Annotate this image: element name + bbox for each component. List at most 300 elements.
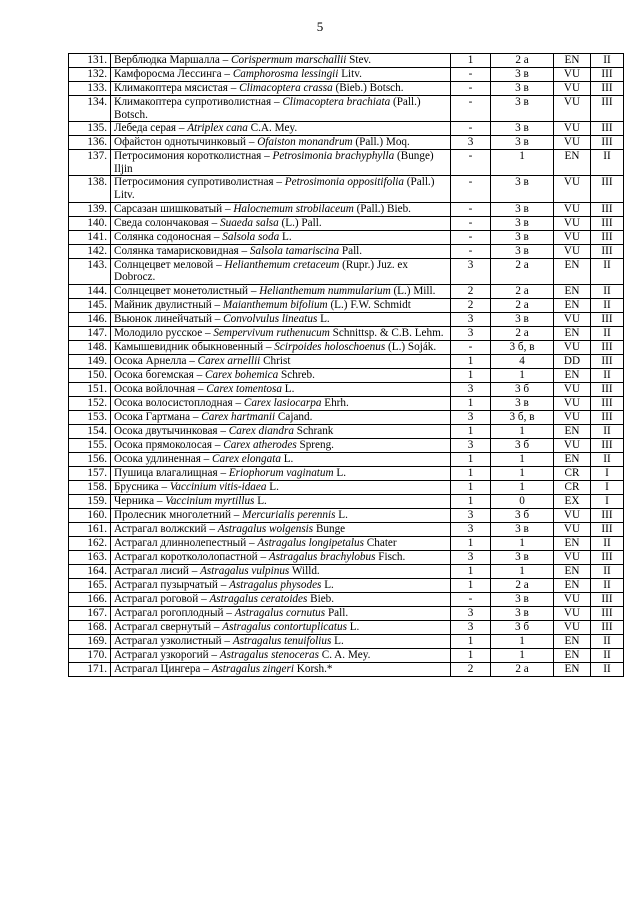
author: Spreng. xyxy=(299,438,334,451)
russian-name: Вьюнок линейчатый xyxy=(114,312,212,325)
row-number: 135. xyxy=(69,122,111,136)
column-1-value: 3 xyxy=(451,136,491,150)
table-row xyxy=(69,176,624,202)
column-3-value: EN xyxy=(554,564,591,578)
column-1-value: 1 xyxy=(451,634,491,648)
column-3-value: VU xyxy=(554,136,591,150)
author: L. xyxy=(324,578,334,591)
table-row xyxy=(69,634,624,648)
species-name: Петросимония коротколистная – Petrosimonia brachyphylla (Bunge) Iljin xyxy=(111,150,451,176)
species-name: Солянка тамарисковидная – Salsola tamariscina Pall. xyxy=(111,244,451,258)
russian-name: Осока войлочная xyxy=(114,382,196,395)
row-number: 145. xyxy=(69,298,111,312)
species-name: Астрагал пузырчатый – Astragalus physodes L. xyxy=(111,578,451,592)
table-row xyxy=(69,136,624,150)
column-1-value: - xyxy=(451,82,491,96)
row-number: 134. xyxy=(69,96,111,122)
latin-name: Camphorosma lessingii xyxy=(232,68,339,80)
table-row xyxy=(69,578,624,592)
column-2-value: 3 в xyxy=(491,82,554,96)
table-row xyxy=(69,452,624,466)
column-3-value: VU xyxy=(554,382,591,396)
column-3-value: VU xyxy=(554,176,591,202)
latin-name: Carex bohemica xyxy=(204,368,279,381)
latin-name: Vaccinium myrtillus xyxy=(165,494,255,507)
row-number: 160. xyxy=(69,508,111,522)
latin-name: Petrosimonia brachyphylla xyxy=(272,150,395,163)
column-3-value: EN xyxy=(554,298,591,312)
author: L. xyxy=(320,312,330,325)
column-3-value: VU xyxy=(554,550,591,564)
latin-name: Ofaiston monandrum xyxy=(257,136,353,149)
species-name: Солянка содоносная – Salsola soda L. xyxy=(111,230,451,244)
column-3-value: VU xyxy=(554,216,591,230)
column-1-value: - xyxy=(451,216,491,230)
latin-name: Astragalus zingeri xyxy=(211,662,294,675)
column-1-value: - xyxy=(451,68,491,82)
russian-name: Черника xyxy=(114,494,155,507)
russian-name: Петросимония коротколистная xyxy=(114,150,262,163)
column-2-value: 3 в xyxy=(491,244,554,258)
latin-name: Astragalus stenoceras xyxy=(219,648,319,661)
column-4-value: III xyxy=(591,96,624,122)
column-3-value: EN xyxy=(554,258,591,284)
author: Pall. xyxy=(327,606,349,619)
column-2-value: 1 xyxy=(491,480,554,494)
column-2-value: 2 а xyxy=(491,662,554,676)
column-2-value: 3 в xyxy=(491,396,554,410)
russian-name: Осока прямоколосая xyxy=(114,438,213,451)
species-name: Астрагал узкорогий – Astragalus stenoceras C. A. Mey. xyxy=(111,648,451,662)
russian-name: Осока Гартмана xyxy=(114,410,191,423)
column-3-value: EN xyxy=(554,536,591,550)
species-name: Астрагал короткололопастной – Astragalus brachylobus Fisch. xyxy=(111,550,451,564)
species-name: Осока Гартмана – Carex hartmanii Cajand. xyxy=(111,410,451,424)
table-row xyxy=(69,410,624,424)
column-2-value: 3 в xyxy=(491,592,554,606)
column-4-value: I xyxy=(591,466,624,480)
column-1-value: 1 xyxy=(451,494,491,508)
column-3-value: EN xyxy=(554,368,591,382)
row-number: 171. xyxy=(69,662,111,676)
latin-name: Eriophorum vaginatum xyxy=(228,466,334,479)
author: (L.) Pall. xyxy=(281,216,322,229)
latin-name: Halocnemum strobilaceum xyxy=(233,202,354,215)
latin-name: Mercurialis perennis xyxy=(242,508,336,521)
latin-name: Climacoptera brachiata xyxy=(282,96,391,108)
column-3-value: VU xyxy=(554,312,591,326)
column-3-value: EN xyxy=(554,578,591,592)
latin-name: Astragalus contortuplicatus xyxy=(222,620,347,633)
latin-name: Vaccinium vitis-idaea xyxy=(169,480,267,493)
column-1-value: - xyxy=(451,176,491,202)
column-1-value: 1 xyxy=(451,578,491,592)
column-3-value: VU xyxy=(554,340,591,354)
table-row xyxy=(69,424,624,438)
latin-name: Carex hartmanii xyxy=(201,410,276,423)
column-4-value: III xyxy=(591,244,624,258)
row-number: 148. xyxy=(69,340,111,354)
table-row xyxy=(69,68,624,82)
column-4-value: III xyxy=(591,508,624,522)
table-row xyxy=(69,466,624,480)
column-3-value: VU xyxy=(554,508,591,522)
column-1-value: 3 xyxy=(451,550,491,564)
latin-name: Helianthemum cretaceum xyxy=(224,258,340,271)
column-1-value: 1 xyxy=(451,54,491,68)
author: (Pall.) Botsch. xyxy=(114,96,421,121)
table-row xyxy=(69,312,624,326)
column-4-value: II xyxy=(591,564,624,578)
column-1-value: 1 xyxy=(451,480,491,494)
column-3-value: VU xyxy=(554,68,591,82)
column-4-value: III xyxy=(591,202,624,216)
row-number: 142. xyxy=(69,244,111,258)
row-number: 136. xyxy=(69,136,111,150)
column-1-value: - xyxy=(451,96,491,122)
latin-name: Carex arnellii xyxy=(197,354,261,367)
column-3-value: VU xyxy=(554,82,591,96)
column-2-value: 2 а xyxy=(491,54,554,68)
author: Fisch. xyxy=(378,550,406,563)
column-3-value: EN xyxy=(554,662,591,676)
species-name: Климакоптера супротиволистная – Climacoptera brachiata (Pall.) Botsch. xyxy=(111,96,451,122)
column-3-value: EN xyxy=(554,648,591,662)
latin-name: Astragalus physodes xyxy=(229,578,322,591)
column-1-value: 3 xyxy=(451,606,491,620)
russian-name: Сарсазан шишковатый xyxy=(114,202,223,215)
author: Ehrh. xyxy=(324,396,349,409)
column-3-value: CR xyxy=(554,480,591,494)
table-row xyxy=(69,284,624,298)
author: Christ xyxy=(263,354,291,367)
species-name: Камфоросма Лессинга – Camphorosma lessingii Litv. xyxy=(111,68,451,82)
column-1-value: 3 xyxy=(451,410,491,424)
species-name: Молодило русское – Sempervivum ruthenucum Schnittsp. & C.B. Lehm. xyxy=(111,326,451,340)
column-2-value: 3 в xyxy=(491,122,554,136)
column-4-value: II xyxy=(591,284,624,298)
table-row xyxy=(69,326,624,340)
species-name: Сарсазан шишковатый – Halocnemum strobilaceum (Pall.) Bieb. xyxy=(111,202,451,216)
column-3-value: EN xyxy=(554,284,591,298)
russian-name: Верблюдка Маршалла xyxy=(114,54,220,66)
column-4-value: II xyxy=(591,326,624,340)
table-row xyxy=(69,564,624,578)
column-2-value: 3 в xyxy=(491,202,554,216)
column-4-value: II xyxy=(591,298,624,312)
column-2-value: 3 в xyxy=(491,522,554,536)
russian-name: Камфоросма Лессинга xyxy=(114,68,222,80)
author: Schnittsp. & C.B. Lehm. xyxy=(332,326,444,339)
column-4-value: III xyxy=(591,176,624,202)
author: Bieb. xyxy=(310,592,335,605)
column-4-value: II xyxy=(591,368,624,382)
column-2-value: 3 в xyxy=(491,606,554,620)
column-3-value: EN xyxy=(554,326,591,340)
latin-name: Carex atherodes xyxy=(223,438,297,451)
table-row xyxy=(69,662,624,676)
column-3-value: VU xyxy=(554,606,591,620)
column-2-value: 3 б xyxy=(491,382,554,396)
author: (Pall.) Moq. xyxy=(355,136,410,149)
column-4-value: III xyxy=(591,122,624,136)
column-2-value: 1 xyxy=(491,564,554,578)
species-name: Осока удлиненная – Carex elongata L. xyxy=(111,452,451,466)
author: Bunge xyxy=(315,522,346,535)
species-name: Сведа солончаковая – Suaeda salsa (L.) Pall. xyxy=(111,216,451,230)
column-3-value: VU xyxy=(554,438,591,452)
latin-name: Petrosimonia oppositifolia xyxy=(284,176,404,189)
species-name: Осока прямоколосая – Carex atherodes Spreng. xyxy=(111,438,451,452)
column-3-value: VU xyxy=(554,592,591,606)
russian-name: Солнцецвет меловой xyxy=(114,258,214,271)
latin-name: Astragalus wolgensis xyxy=(217,522,314,535)
species-name: Брусника – Vaccinium vitis-idaea L. xyxy=(111,480,451,494)
russian-name: Петросимония супротиволистная xyxy=(114,176,274,189)
latin-name: Suaeda salsa xyxy=(220,216,279,229)
russian-name: Астрагал пузырчатый xyxy=(114,578,218,591)
russian-name: Сведа солончаковая xyxy=(114,216,209,229)
russian-name: Астрагал роговой xyxy=(114,592,199,605)
author: Schreb. xyxy=(281,368,315,381)
species-name: Офайстон однотычинковый – Ofaiston monandrum (Pall.) Moq. xyxy=(111,136,451,150)
row-number: 131. xyxy=(69,54,111,68)
column-4-value: I xyxy=(591,494,624,508)
column-4-value: III xyxy=(591,216,624,230)
species-name: Верблюдка Маршалла – Corispermum marschallii Stev. xyxy=(111,54,451,68)
table-row xyxy=(69,96,624,122)
column-1-value: - xyxy=(451,340,491,354)
latin-name: Climacoptera crassa xyxy=(239,82,333,94)
author: C.A. Mey. xyxy=(250,122,298,135)
column-2-value: 3 в xyxy=(491,68,554,82)
author: (Pall.) Litv. xyxy=(114,176,435,201)
latin-name: Sempervivum ruthenucum xyxy=(213,326,330,339)
column-4-value: III xyxy=(591,136,624,150)
row-number: 150. xyxy=(69,368,111,382)
column-3-value: EN xyxy=(554,452,591,466)
russian-name: Молодило русское xyxy=(114,326,203,339)
column-3-value: VU xyxy=(554,230,591,244)
table-row xyxy=(69,122,624,136)
column-4-value: II xyxy=(591,536,624,550)
column-4-value: III xyxy=(591,550,624,564)
column-1-value: 3 xyxy=(451,312,491,326)
table-row xyxy=(69,340,624,354)
column-4-value: III xyxy=(591,522,624,536)
latin-name: Astragalus longipetalus xyxy=(257,536,364,549)
column-3-value: VU xyxy=(554,620,591,634)
column-4-value: II xyxy=(591,662,624,676)
column-1-value: 3 xyxy=(451,382,491,396)
russian-name: Астрагал узкорогий xyxy=(114,648,209,661)
column-1-value: 1 xyxy=(451,536,491,550)
author: L. xyxy=(334,634,344,647)
latin-name: Carex elongata xyxy=(212,452,281,465)
column-1-value: 3 xyxy=(451,438,491,452)
table-row xyxy=(69,202,624,216)
latin-name: Astragalus cornutus xyxy=(234,606,326,619)
author: L. xyxy=(257,494,267,507)
column-2-value: 3 б, в xyxy=(491,340,554,354)
column-1-value: - xyxy=(451,230,491,244)
row-number: 168. xyxy=(69,620,111,634)
column-4-value: III xyxy=(591,354,624,368)
column-3-value: EN xyxy=(554,634,591,648)
species-name: Астрагал узколистный – Astragalus tenuifolius L. xyxy=(111,634,451,648)
column-3-value: EN xyxy=(554,54,591,68)
column-2-value: 2 а xyxy=(491,578,554,592)
row-number: 147. xyxy=(69,326,111,340)
column-4-value: III xyxy=(591,382,624,396)
species-name: Пушица влагалищная – Eriophorum vaginatum L. xyxy=(111,466,451,480)
column-2-value: 3 в xyxy=(491,136,554,150)
author: (Rupr.) Juz. ex Dobrocz. xyxy=(114,258,408,284)
column-1-value: 1 xyxy=(451,452,491,466)
column-2-value: 1 xyxy=(491,466,554,480)
column-3-value: VU xyxy=(554,96,591,122)
column-3-value: DD xyxy=(554,354,591,368)
column-3-value: VU xyxy=(554,244,591,258)
row-number: 146. xyxy=(69,312,111,326)
russian-name: Солянка содоносная xyxy=(114,230,212,243)
column-2-value: 0 xyxy=(491,494,554,508)
row-number: 167. xyxy=(69,606,111,620)
table-row xyxy=(69,508,624,522)
column-1-value: - xyxy=(451,122,491,136)
column-4-value: II xyxy=(591,258,624,284)
russian-name: Солнцецвет монетолистный xyxy=(114,284,249,297)
species-name: Черника – Vaccinium myrtillus L. xyxy=(111,494,451,508)
column-1-value: - xyxy=(451,202,491,216)
column-4-value: III xyxy=(591,438,624,452)
table-row xyxy=(69,396,624,410)
column-2-value: 1 xyxy=(491,536,554,550)
latin-name: Convolvulus lineatus xyxy=(223,312,318,325)
row-number: 133. xyxy=(69,82,111,96)
table-row xyxy=(69,382,624,396)
species-name: Астрагал длиннолепестный – Astragalus longipetalus Chater xyxy=(111,536,451,550)
column-1-value: 1 xyxy=(451,648,491,662)
species-name: Климакоптера мясистая – Climacoptera crassa (Bieb.) Botsch. xyxy=(111,82,451,96)
species-name: Осока войлочная – Carex tomentosa L. xyxy=(111,382,451,396)
column-2-value: 3 в xyxy=(491,550,554,564)
table-row xyxy=(69,648,624,662)
column-3-value: VU xyxy=(554,202,591,216)
row-number: 156. xyxy=(69,452,111,466)
column-3-value: VU xyxy=(554,122,591,136)
russian-name: Солянка тамарисковидная xyxy=(114,244,239,257)
row-number: 158. xyxy=(69,480,111,494)
column-4-value: II xyxy=(591,424,624,438)
row-number: 164. xyxy=(69,564,111,578)
column-1-value: 2 xyxy=(451,284,491,298)
row-number: 132. xyxy=(69,68,111,82)
table-row xyxy=(69,536,624,550)
author: (Pall.) Bieb. xyxy=(356,202,411,215)
table-row xyxy=(69,354,624,368)
author: C. A. Mey. xyxy=(321,648,371,661)
column-1-value: 1 xyxy=(451,396,491,410)
column-1-value: 1 xyxy=(451,424,491,438)
russian-name: Осока удлиненная xyxy=(114,452,201,465)
row-number: 159. xyxy=(69,494,111,508)
page-number: 5 xyxy=(316,19,324,34)
latin-name: Salsola soda xyxy=(222,230,280,243)
table-row xyxy=(69,298,624,312)
table-row xyxy=(69,550,624,564)
row-number: 163. xyxy=(69,550,111,564)
column-4-value: I xyxy=(591,480,624,494)
column-2-value: 3 б xyxy=(491,508,554,522)
column-1-value: 3 xyxy=(451,620,491,634)
column-1-value: 1 xyxy=(451,564,491,578)
column-2-value: 3 в xyxy=(491,96,554,122)
species-name: Лебеда серая – Atriplex cana C.A. Mey. xyxy=(111,122,451,136)
column-3-value: VU xyxy=(554,522,591,536)
russian-name: Пушица влагалищная xyxy=(114,466,218,479)
latin-name: Corispermum marschallii xyxy=(231,54,347,66)
author: L. xyxy=(283,452,294,465)
species-name: Осока волосистоплодная – Carex lasiocarpa Ehrh. xyxy=(111,396,451,410)
column-2-value: 3 б, в xyxy=(491,410,554,424)
latin-name: Carex diandra xyxy=(228,424,294,437)
column-4-value: III xyxy=(591,230,624,244)
column-1-value: - xyxy=(451,592,491,606)
column-1-value: 1 xyxy=(451,354,491,368)
species-name: Петросимония супротиволистная – Petrosimonia oppositifolia (Pall.) Litv. xyxy=(111,176,451,202)
column-3-value: CR xyxy=(554,466,591,480)
latin-name: Astragalus tenuifolius xyxy=(232,634,332,647)
latin-name: Atriplex cana xyxy=(187,122,248,135)
column-4-value: II xyxy=(591,578,624,592)
author: L. xyxy=(338,508,348,521)
species-name: Астрагал лисий – Astragalus vulpinus Willd. xyxy=(111,564,451,578)
latin-name: Scirpoides holoschoenus xyxy=(274,340,386,353)
column-2-value: 1 xyxy=(491,368,554,382)
russian-name: Астрагал короткололопастной xyxy=(114,550,258,563)
column-2-value: 1 xyxy=(491,424,554,438)
table-row xyxy=(69,494,624,508)
column-1-value: 1 xyxy=(451,466,491,480)
species-name: Астрагал волжский – Astragalus wolgensis Bunge xyxy=(111,522,451,536)
row-number: 155. xyxy=(69,438,111,452)
column-4-value: III xyxy=(591,592,624,606)
author: (L.) F.W. Schmidt xyxy=(330,298,411,311)
russian-name: Климакоптера мясистая xyxy=(114,82,228,94)
column-4-value: III xyxy=(591,410,624,424)
table-row xyxy=(69,258,624,284)
column-2-value: 2 а xyxy=(491,284,554,298)
author: Stev. xyxy=(349,54,372,66)
column-4-value: III xyxy=(591,312,624,326)
row-number: 149. xyxy=(69,354,111,368)
author: (L.) Mill. xyxy=(393,284,436,297)
species-name: Пролесник многолетний – Mercurialis perennis L. xyxy=(111,508,451,522)
table-row xyxy=(69,438,624,452)
column-4-value: II xyxy=(591,150,624,176)
row-number: 162. xyxy=(69,536,111,550)
latin-name: Astragalus vulpinus xyxy=(200,564,290,577)
author: L. xyxy=(349,620,360,633)
row-number: 139. xyxy=(69,202,111,216)
row-number: 157. xyxy=(69,466,111,480)
author: Pall. xyxy=(341,244,363,257)
column-4-value: III xyxy=(591,620,624,634)
russian-name: Астрагал свернутый xyxy=(114,620,212,633)
row-number: 143. xyxy=(69,258,111,284)
russian-name: Астрагал лисий xyxy=(114,564,189,577)
